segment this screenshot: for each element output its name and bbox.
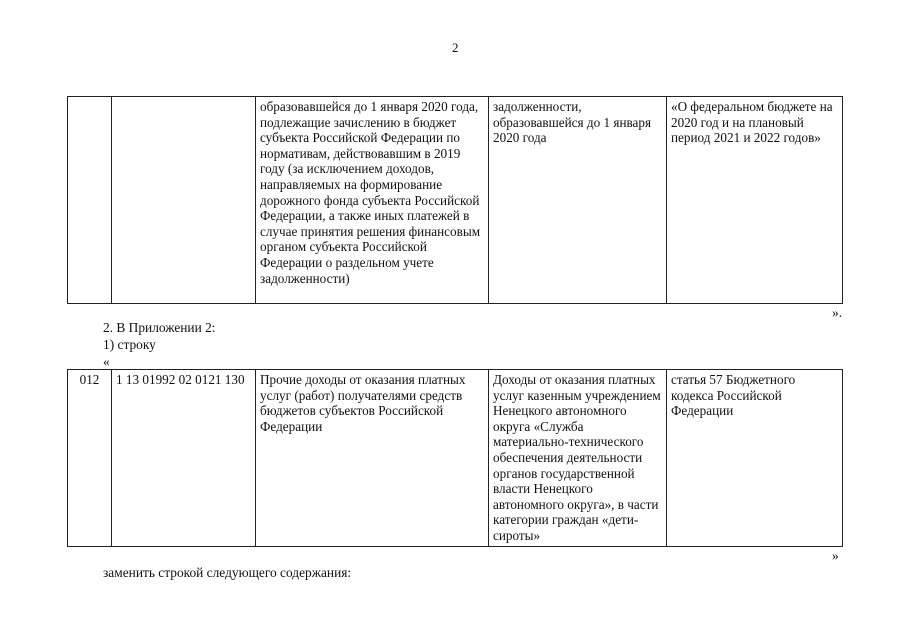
table-cell-revenue-detail: Доходы от оказания платных услуг казенным учреждением Ненецкого автономного округа «Служба материально-технического обеспечения деятельности органов государственной власти Ненецкого автономного округа», в части категории граждан «дети-сироты» [489, 370, 667, 547]
section-heading: 2. В Приложении 2: [103, 320, 216, 335]
table-cell-revenue-detail: задолженности, образовавшейся до 1 января 2020 года [489, 97, 667, 304]
table-cell-admin-code: 012 [68, 370, 112, 547]
table-row [68, 370, 843, 547]
closing-quote: ». [832, 305, 843, 320]
opening-quote: « [103, 354, 110, 369]
table-cell-revenue-name: образовавшейся до 1 января 2020 года, подлежащие зачислению в бюджет субъекта Российской Федерации по нормативам, действовавшим в 2019 году (за исключением доходов, направляемых на формирование дорожного фонда субъекта Российской Федерации, а также иных платежей в случае принятия решения финансовым органом субъекта Российской Федерации о раздельном учете задолженности) [256, 97, 489, 304]
table-cell-legal-basis: статья 57 Бюджетного кодекса Российской Федерации [667, 370, 843, 547]
table-cell-revenue-code [112, 97, 256, 304]
table-cell-legal-basis: «О федеральном бюджете на 2020 год и на плановый период 2021 и 2022 годов» [667, 97, 843, 304]
classification-table-continuation [67, 96, 843, 304]
page-number: 2 [452, 40, 459, 55]
replace-instruction: заменить строкой следующего содержания: [103, 565, 352, 580]
closing-quote: » [832, 548, 839, 563]
table-cell-revenue-code: 1 13 01992 02 0121 130 [112, 370, 256, 547]
table-cell-revenue-name: Прочие доходы от оказания платных услуг (работ) получателями средств бюджетов субъектов Российской Федерации [256, 370, 489, 547]
table-cell-admin-code [68, 97, 112, 304]
classification-table-row [67, 369, 843, 547]
item-label: 1) строку [103, 337, 156, 352]
table-row [68, 97, 843, 304]
